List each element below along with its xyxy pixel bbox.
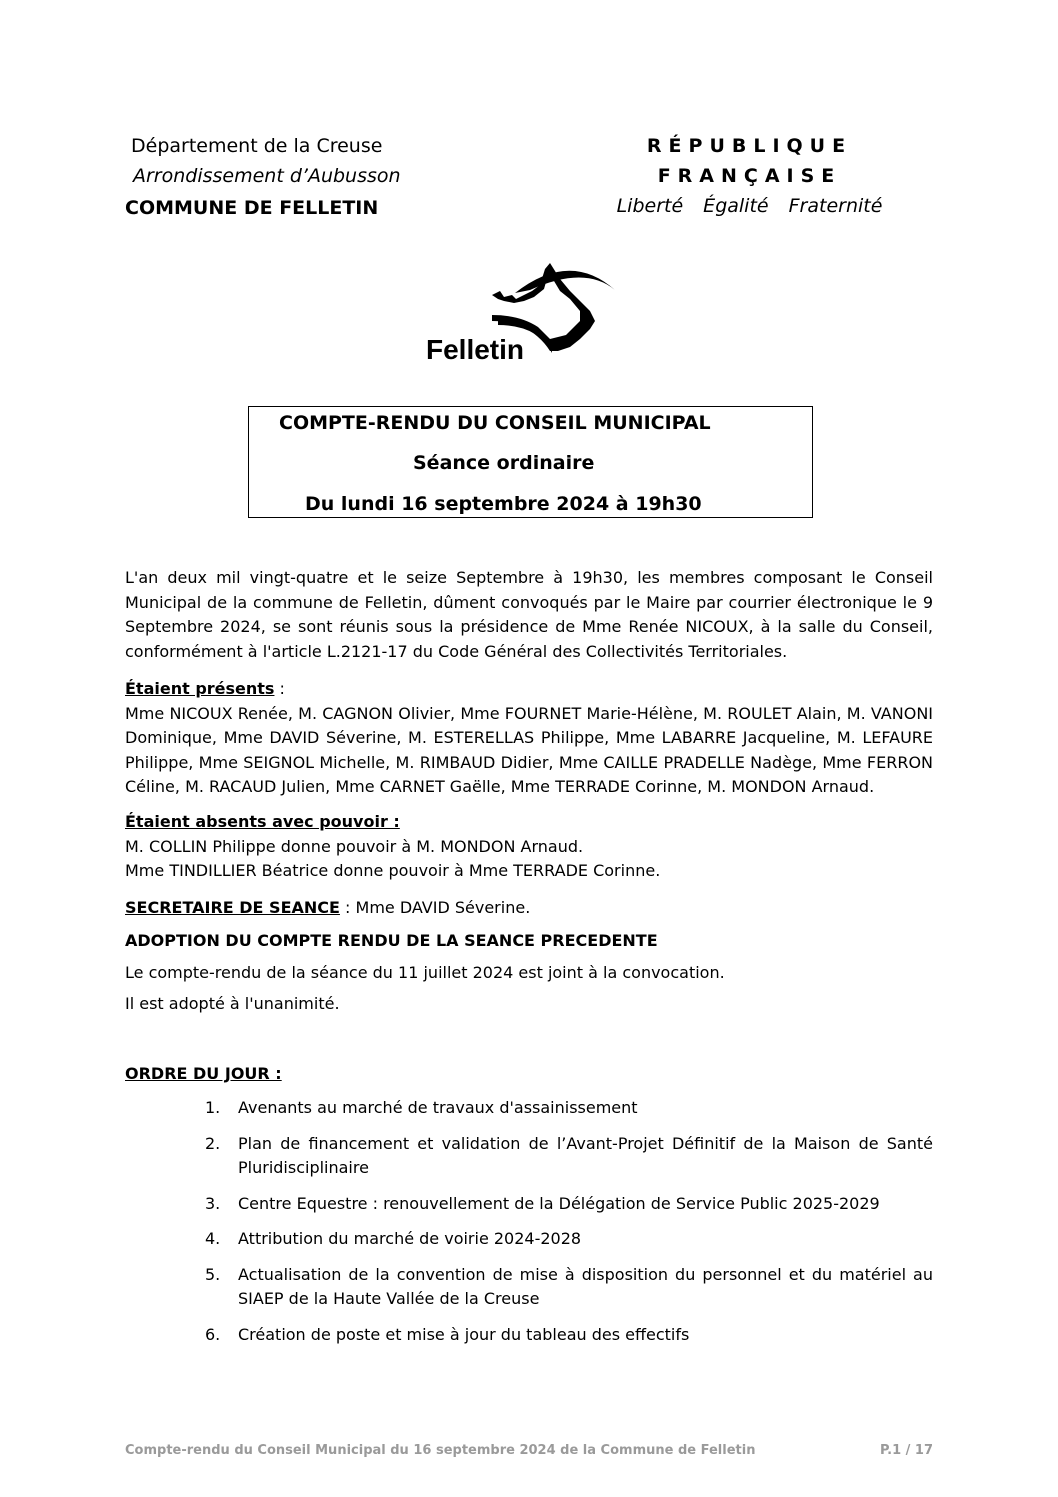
item-number: 1. [205,1098,221,1117]
title-box [248,406,813,518]
adoption-line2: Il est adopté à l'unanimité. [125,994,340,1013]
felletin-logo [420,255,620,365]
intro-paragraph [125,566,933,664]
adoption-heading: ADOPTION DU COMPTE RENDU DE LA SEANCE PRECEDENTE [125,931,658,950]
list-item [205,1132,933,1181]
motto: Liberté Égalité Fraternité [616,195,883,217]
item-text: Avenants au marché de travaux d'assainissement [238,1098,638,1117]
intro-text: L'an deux mil vingt-quatre et le seize Septembre à 19h30, les membres composant le Conseil Municipal de la commune de Felletin, dûment convoqués par le Maire par courrier électronique le 9 Septembre 2024, se sont réunis sous la présidence de Mme Renée NICOUX, à la salle du Conseil, conformément à l'article L.2121-17 du Code Général des Collectivités Territoriales. [125,568,933,661]
item-text: Actualisation de la convention de mise à disposition du personnel et du matériel au SIAEP de la Haute Vallée de la Creuse [238,1264,933,1308]
item-text: Attribution du marché de voirie 2024-2028 [238,1229,582,1248]
item-number: 5. [205,1264,221,1284]
adoption-line1: Le compte-rendu de la séance du 11 juillet 2024 est joint à la convocation. [125,962,725,982]
item-text: Création de poste et mise à jour du tableau des effectifs [238,1324,690,1344]
list-item [205,1227,933,1252]
item-number: 4. [205,1229,221,1248]
ordre-heading-wrap [125,1062,933,1087]
item-number: 3. [205,1193,221,1213]
title-line3: Du lundi 16 septembre 2024 à 19h30 [305,493,702,515]
item-number: 6. [205,1324,221,1344]
arrondissement: Arrondissement d’Aubusson [133,165,401,187]
secretaire-value: : Mme DAVID Séverine. [339,898,531,917]
logo-graphic [420,255,620,365]
ordre-heading: ORDRE DU JOUR : [125,1064,282,1083]
item-text: Plan de financement et validation de l’Avant-Projet Définitif de la Maison de Santé Pluridisciplinaire [238,1133,933,1177]
page-number: P.1 / 17 [879,1443,933,1458]
presents-label: Étaient présents [125,679,275,698]
title-line2: Séance ordinaire [413,452,595,474]
list-item [205,1096,933,1121]
footer-text: Compte-rendu du Conseil Municipal du 16 septembre 2024 de la Commune de Felletin [125,1443,756,1458]
header-left [125,131,401,223]
item-text: Centre Equestre : renouvellement de la Délégation de Service Public 2025-2029 [238,1193,880,1213]
department: Département de la Creuse [131,135,383,157]
logo-text: Felletin [426,334,525,365]
list-item [205,1192,933,1217]
item-number: 2. [205,1133,221,1153]
secretaire-section [125,896,933,921]
presents-section [125,677,933,800]
adoption-section [125,929,933,1017]
secretaire-label: SECRETAIRE DE SEANCE [125,898,340,917]
absent-line: Mme TINDILLIER Béatrice donne pouvoir à Mme TERRADE Corinne. [125,861,661,880]
commune: COMMUNE DE FELLETIN [125,197,379,219]
absents-label: Étaient absents avec pouvoir : [125,812,400,831]
absent-line: M. COLLIN Philippe donne pouvoir à M. MONDON Arnaud. [125,836,584,856]
page-footer [125,1443,933,1458]
list-item [205,1263,933,1312]
ordre-list [205,1096,933,1358]
republic: RÉPUBLIQUE FRANÇAISE [646,135,853,187]
absents-section [125,810,933,884]
presents-suffix: : [274,679,285,698]
header-right [552,131,947,221]
title-line1: COMPTE-RENDU DU CONSEIL MUNICIPAL [279,412,711,434]
list-item [205,1323,933,1348]
presents-list: Mme NICOUX Renée, M. CAGNON Olivier, Mme FOURNET Marie-Hélène, M. ROULET Alain, M. VANONI Dominique, Mme DAVID Séverine, M. ESTERELLAS Philippe, Mme LABARRE Jacqueline, M. LEFAURE Philippe, Mme SEIGNOL Michelle, M. RIMBAUD Didier, Mme CAILLE PRADELLE Nadège, Mme FERRON Céline, M. RACAUD Julien, Mme CARNET Gaëlle, Mme TERRADE Corinne, M. MONDON Arnaud. [125,703,933,796]
